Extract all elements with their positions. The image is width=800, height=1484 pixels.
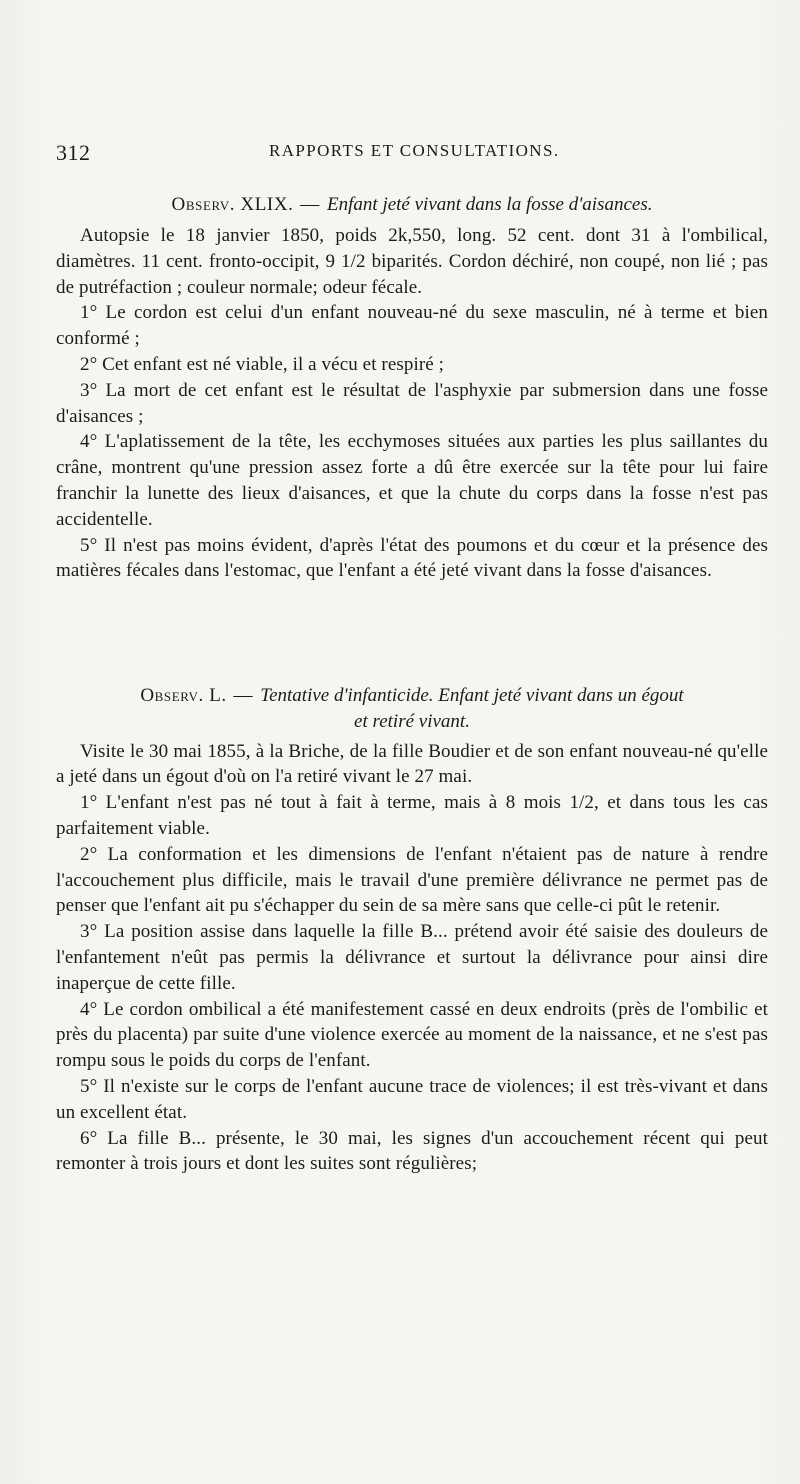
conclusion-5: 5° Il n'existe sur le corps de l'enfant aucune trace de violences; il est très-vivant et dans un excellent état. <box>56 1075 768 1123</box>
conclusion-1: 1° Le cordon est celui d'un enfant nouveau-né du sexe masculin, né à terme et bien conformé ; <box>56 302 768 350</box>
observation-l <box>56 683 768 1177</box>
observation-title: Tentative d'infanticide. Enfant jeté vivant dans un égout <box>260 685 684 706</box>
conclusion-3: 3° La mort de cet enfant est le résultat de l'asphyxie par submersion dans une fosse d'aisances ; <box>56 379 768 427</box>
observation-title: Enfant jeté vivant dans la fosse d'aisances. <box>327 194 653 215</box>
conclusion-4: 4° L'aplatissement de la tête, les ecchymoses situées aux parties les plus saillantes du crâne, montrent qu'une pression assez forte a dû être exercée sur la tête pour lui faire franchir la lunette des lieux d'aisances, et que la chute du corps dans la fosse n'est pas accidentelle. <box>56 431 768 530</box>
conclusion-3: 3° La position assise dans laquelle la fille B... prétend avoir été saisie des douleurs de l'enfantement n'eût pas permis la délivrance et surtout la délivrance pour ainsi dire inaperçue de cette fille. <box>56 921 768 994</box>
observation-label: Observ. XLIX. <box>171 194 294 215</box>
conclusion-5: 5° Il n'est pas moins évident, d'après l'état des poumons et du cœur et la présence des matières fécales dans l'estomac, que l'enfant a été jeté vivant dans la fosse d'aisances. <box>56 534 768 582</box>
observation-heading <box>56 190 768 220</box>
observation-xlix <box>56 190 768 584</box>
observation-heading <box>56 683 768 735</box>
running-title: RAPPORTS ET CONSULTATIONS. <box>269 141 560 160</box>
page-number: 312 <box>56 140 91 165</box>
heading-dash: — <box>300 194 320 215</box>
running-head <box>56 140 768 164</box>
conclusion-4: 4° Le cordon ombilical a été manifestement cassé en deux endroits (près de l'ombilic et près du placenta) par suite d'une violence exercée au moment de la naissance, et ne s'est pas rompu sous le poids du corps de l'enfant. <box>56 998 768 1072</box>
autopsy-paragraph: Autopsie le 18 janvier 1850, poids 2k,550, long. 52 cent. dont 31 à l'ombilical, diamètres. 11 cent. fronto-occipit, 9 1/2 biparités. Cordon déchiré, non coupé, non lié ; pas de putréfaction ; couleur normale; odeur fécale. <box>56 225 768 298</box>
observation-label: Observ. L. <box>140 685 227 706</box>
heading-dash: — <box>233 685 253 706</box>
visit-paragraph: Visite le 30 mai 1855, à la Briche, de la fille Boudier et de son enfant nouveau-né qu'elle a jeté dans un égout d'où on l'a retiré vivant le 27 mai. <box>56 740 768 788</box>
observation-title-line-2: et retiré vivant. <box>354 710 470 732</box>
conclusion-2: 2° Cet enfant est né viable, il a vécu et respiré ; <box>80 353 445 375</box>
conclusion-6: 6° La fille B... présente, le 30 mai, les signes d'un accouchement récent qui peut remonter à trois jours et dont les suites sont régulières; <box>56 1127 768 1175</box>
conclusion-2: 2° La conformation et les dimensions de l'enfant n'étaient pas de nature à rendre l'accouchement plus difficile, mais le travail d'une première délivrance ne permet pas de penser que l'enfant ait pu s'échapper du sein de sa mère sans que celle-ci pût le retenir. <box>56 843 768 917</box>
conclusion-1: 1° L'enfant n'est pas né tout à fait à terme, mais à 8 mois 1/2, et dans tous les cas parfaitement viable. <box>56 792 768 839</box>
